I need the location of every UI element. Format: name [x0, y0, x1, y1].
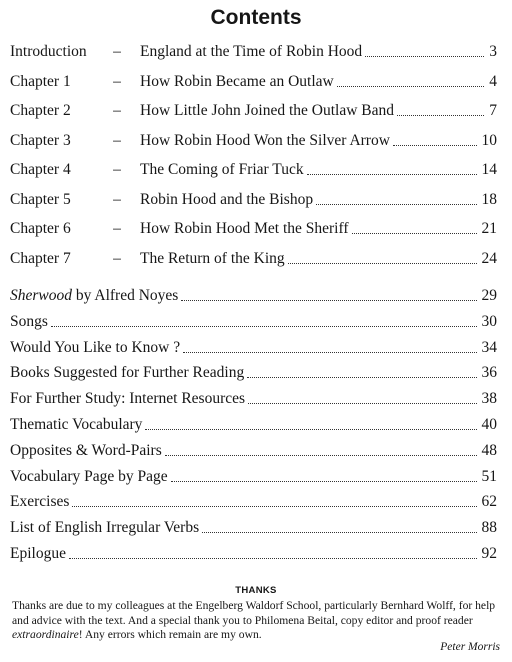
toc-chapter-row — [0, 40, 512, 64]
thanks-heading: THANKS — [235, 585, 277, 596]
toc-chapter-row — [0, 158, 512, 182]
section-title-text: by Alfred Noyes — [72, 287, 179, 304]
dot-leader — [248, 403, 477, 404]
toc-section-row — [0, 336, 512, 360]
section-title-text: Opposites & Word-Pairs — [10, 441, 162, 459]
dot-leader — [352, 233, 477, 234]
section-title-text: Vocabulary Page by Page — [10, 467, 168, 485]
chapter-title: How Little John Joined the Outlaw Band — [140, 102, 394, 119]
page-number: 40 — [481, 416, 497, 433]
section-title — [10, 284, 178, 308]
toc-chapter-row — [0, 99, 512, 123]
section-title — [10, 439, 162, 463]
toc-section-row — [0, 361, 512, 385]
page-number: 29 — [481, 287, 497, 304]
page-number: 38 — [481, 390, 497, 408]
chapter-label: Chapter 1 — [10, 72, 71, 90]
toc-section-row — [0, 490, 512, 514]
section-title — [10, 490, 69, 514]
page-number: 10 — [481, 131, 497, 149]
section-title — [10, 542, 66, 566]
toc-chapter-row — [0, 247, 512, 271]
section-title-text: Thematic Vocabulary — [10, 416, 143, 433]
section-title-text: Exercises — [10, 493, 70, 511]
dot-leader — [288, 263, 477, 264]
dot-leader — [165, 455, 477, 456]
chapter-title: How Robin Became an Outlaw — [140, 72, 334, 90]
dot-leader — [51, 326, 477, 327]
toc-chapter-row — [0, 188, 512, 212]
dot-leader — [247, 377, 477, 378]
chapter-title: How Robin Hood Met the Sheriff — [140, 220, 349, 237]
dot-leader — [393, 145, 477, 146]
chapter-dash: – — [113, 131, 121, 149]
chapter-dash: – — [113, 161, 121, 178]
toc-section-row — [0, 413, 512, 437]
section-title — [10, 336, 180, 360]
toc-chapter-row — [0, 217, 512, 241]
thanks-text-part-1: Thanks are due to my colleagues at the Engelberg Waldorf School, particularly Bernhard Wolff, for help and advice with the text. And a special thank you to Philomena Beital, copy editor and proof reader — [12, 599, 496, 627]
thanks-text-part-2: ! Any errors which remain are my own. — [78, 628, 262, 641]
chapter-dash: – — [113, 72, 121, 90]
dot-leader — [72, 506, 477, 507]
chapter-dash: – — [113, 190, 121, 208]
chapter-label: Chapter 2 — [10, 102, 71, 119]
section-title-text: Books Suggested for Further Reading — [10, 364, 245, 382]
page-number: 14 — [481, 161, 497, 178]
toc-chapter-row — [0, 70, 512, 94]
section-title-italic: Sherwood — [10, 287, 72, 304]
chapter-dash: – — [113, 102, 121, 119]
page-number: 18 — [481, 190, 497, 208]
section-title-text: List of English Irregular Verbs — [10, 519, 200, 537]
page-number: 51 — [481, 467, 497, 485]
toc-section-row — [0, 465, 512, 489]
page-number: 3 — [489, 43, 497, 60]
dot-leader — [365, 56, 484, 57]
section-title — [10, 465, 168, 489]
thanks-paragraph — [12, 599, 504, 643]
toc-section-row — [0, 542, 512, 566]
chapter-title: Robin Hood and the Bishop — [140, 190, 314, 208]
thanks-text-italic: extraordinaire — [12, 628, 79, 641]
chapter-dash: – — [113, 249, 121, 267]
page-number: 24 — [481, 249, 497, 267]
page-number: 30 — [481, 312, 497, 330]
section-title-text: Would You Like to Know ? — [10, 338, 181, 356]
section-title — [10, 361, 244, 385]
page-number: 21 — [481, 220, 497, 237]
page-number: 48 — [481, 441, 497, 459]
toc-section-row — [0, 516, 512, 540]
toc-section-row — [0, 310, 512, 334]
toc-section-row — [0, 284, 512, 308]
chapter-label: Chapter 5 — [10, 190, 71, 208]
dot-leader — [397, 115, 484, 116]
section-title — [10, 413, 142, 437]
chapter-dash: – — [113, 220, 121, 237]
dot-leader — [337, 86, 484, 87]
section-title-text: For Further Study: Internet Resources — [10, 390, 246, 408]
section-title — [10, 387, 245, 411]
chapter-title: The Return of the King — [140, 249, 285, 267]
page-number: 4 — [489, 72, 497, 90]
section-title-text: Epilogue — [10, 545, 66, 562]
page-number: 88 — [481, 519, 497, 537]
chapter-label: Chapter 4 — [10, 161, 71, 178]
section-title — [10, 516, 199, 540]
chapter-label: Chapter 6 — [10, 220, 71, 237]
page-number: 36 — [481, 364, 497, 382]
chapter-label: Introduction — [10, 43, 87, 60]
dot-leader — [202, 532, 477, 533]
dot-leader — [171, 481, 477, 482]
toc-chapter-row — [0, 129, 512, 153]
page-number: 62 — [481, 493, 497, 511]
section-title — [10, 310, 48, 334]
page-number: 34 — [481, 338, 497, 356]
page-number: 7 — [489, 102, 497, 119]
chapter-title: How Robin Hood Won the Silver Arrow — [140, 131, 390, 149]
dot-leader — [316, 204, 477, 205]
chapter-title: England at the Time of Robin Hood — [140, 43, 363, 60]
dot-leader — [145, 429, 477, 430]
dot-leader — [183, 352, 477, 353]
signature: Peter Morris — [440, 641, 500, 653]
dot-leader — [181, 300, 477, 301]
chapter-label: Chapter 7 — [10, 249, 71, 267]
chapter-label: Chapter 3 — [10, 131, 71, 149]
chapter-title: The Coming of Friar Tuck — [140, 161, 304, 178]
dot-leader — [69, 558, 477, 559]
page-title: Contents — [210, 6, 302, 29]
toc-section-row — [0, 439, 512, 463]
page-number: 92 — [481, 545, 497, 562]
dot-leader — [307, 174, 477, 175]
section-title-text: Songs — [10, 312, 48, 330]
toc-section-row — [0, 387, 512, 411]
chapter-dash: – — [113, 43, 121, 60]
